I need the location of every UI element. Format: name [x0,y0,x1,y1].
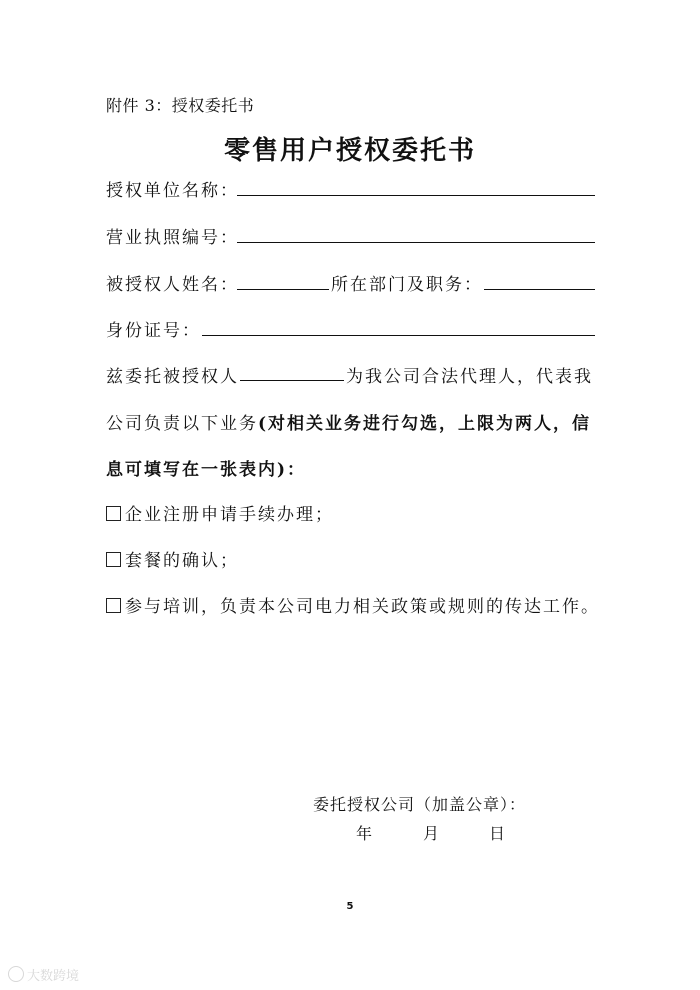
option-item [106,500,334,525]
option-label: 企业注册申请手续办理； [125,505,334,525]
checkbox-icon[interactable] [106,506,121,521]
business-scope-line [106,409,591,434]
page-number: 5 [346,901,354,912]
license-number-field[interactable] [237,242,595,243]
date-month: 月 [423,824,440,843]
delegate-prefix: 兹委托被授权人 [106,367,239,387]
watermark [8,965,79,984]
document-title: 零售用户授权委托书 [223,136,476,166]
option-item [106,546,239,571]
option-label: 参与培训，负责本公司电力相关政策或规则的传达工作。 [125,597,600,617]
delegate-suffix: 为我公司合法代理人，代表我 [346,367,593,387]
checkbox-icon[interactable] [106,598,121,613]
option-item [106,592,600,617]
business-scope-note: (对相关业务进行勾选，上限为两人，信 [258,414,592,434]
license-number-label: 营业执照编号： [106,228,239,248]
watermark-logo-icon [8,966,24,982]
company-name-label: 授权单位名称： [106,181,239,201]
authorized-name-label: 被授权人姓名： [106,275,239,295]
id-number-label: 身份证号： [106,321,201,341]
dept-position-label: 所在部门及职务： [331,275,483,295]
checkbox-icon[interactable] [106,552,121,567]
date-year: 年 [356,824,373,843]
attachment-label: 附件 3：授权委托书 [106,96,255,115]
business-scope-text: 公司负责以下业务 [106,414,258,434]
dept-position-field[interactable] [484,289,595,290]
signature-label: 委托授权公司（加盖公章）： [313,795,527,814]
delegate-name-field[interactable] [240,380,344,381]
authorized-name-field[interactable] [237,289,329,290]
id-number-field[interactable] [202,335,595,336]
date-day: 日 [489,824,506,843]
company-name-field[interactable] [237,195,595,196]
watermark-text: 大数跨境 [27,969,80,984]
business-scope-note-cont: 息可填写在一张表内)： [106,460,307,480]
option-label: 套餐的确认； [125,551,239,571]
